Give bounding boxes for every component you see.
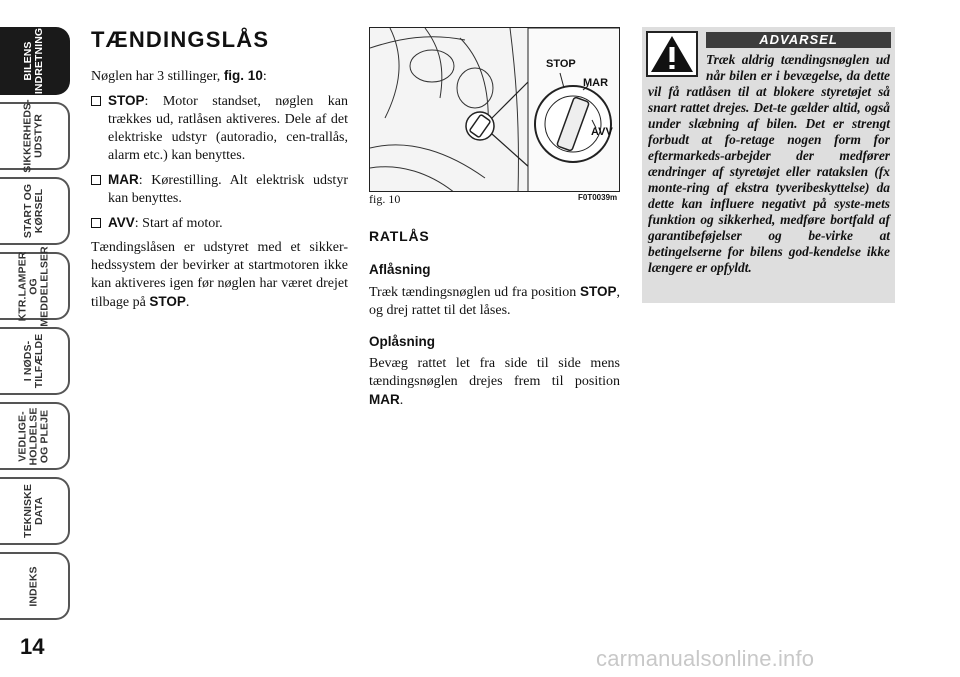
- checkbox-bullet-icon: [91, 218, 101, 228]
- tab-label: VEDLIGE- HOLDELSE OG PLEJE: [16, 407, 51, 465]
- checkbox-bullet-icon: [91, 96, 101, 106]
- unlock-subtitle: Oplåsning: [369, 334, 436, 349]
- lock-paragraph: [369, 283, 620, 320]
- ignition-figure: [369, 27, 620, 192]
- tab-label: START OG KØRSEL: [22, 183, 45, 239]
- unlock-key: MAR: [369, 392, 400, 407]
- tab-label: SIKKERHEDS- UDSTYR: [22, 99, 46, 173]
- tab-ktr-lamper[interactable]: [0, 245, 70, 327]
- figure-caption: fig. 10: [369, 192, 401, 206]
- ignition-illustration: [370, 28, 620, 192]
- label-avv: AVV: [591, 126, 613, 138]
- checkbox-bullet-icon: [91, 175, 101, 185]
- steering-lock-title: RATLÅS: [369, 228, 430, 244]
- closing-paragraph: [91, 239, 348, 312]
- position-text: : Kørestilling. Alt elektrisk udstyr kan benyttes.: [108, 173, 348, 206]
- steering-lock-section: [369, 228, 620, 410]
- closing-text: Tændingslåsen er udstyret med et sikker-hedssystem der bevirker at startmotoren ikke kan aktiveres igen før nøglen har været drejet tilbage på: [91, 240, 348, 310]
- watermark: carmanualsonline.info: [596, 646, 815, 671]
- lock-text-end: , og drej rattet til det låses.: [369, 285, 620, 318]
- tab-start-og-korsel[interactable]: [0, 177, 70, 245]
- tab-label: KTR.LAMPER OG MEDDELELSER: [16, 245, 51, 327]
- label-mar: MAR: [583, 77, 609, 89]
- tab-label: BILENS INDRETNING: [22, 27, 45, 95]
- unlock-text-end: .: [399, 393, 404, 408]
- page-number: 14: [20, 634, 45, 659]
- position-item-mar: [91, 171, 348, 208]
- position-text: : Start af motor.: [134, 216, 223, 231]
- warning-header: ADVARSEL: [706, 32, 891, 48]
- lock-text: Træk tændingsnøglen ud fra position: [369, 285, 580, 300]
- warning-box: [642, 27, 895, 303]
- unlock-text: Bevæg rattet let fra side til side mens tændingsnøglen drejes frem til position: [369, 356, 620, 389]
- tab-i-nodstilfaelde[interactable]: [0, 327, 70, 395]
- section-title: TÆNDINGSLÅS: [91, 27, 270, 52]
- position-item-stop: [91, 92, 348, 165]
- tab-sikkerhedsudstyr[interactable]: [0, 99, 70, 173]
- tab-indeks[interactable]: [0, 552, 70, 620]
- intro-end: :: [262, 69, 267, 84]
- position-item-avv: [91, 214, 348, 233]
- warning-text: Træk aldrig tændingsnøglen ud når bilen er i bevægelse, da dette vil få ratlåsen til at blokere styretøjet så snart rattet drejes. Det-te gælder altid, også under slæbning af bilen. Det er strengt forbudt at fo-retage nogen form for eftermarkeds-arbejder der medfører ændringer af styretøjet eller ratakslen (fx monte-ring af ekstra tyveribeskyttelse) da dette kan influere negativt på syste-mets funktion og sikkerhed, medføre bortfald af garantibeføjelser og be-virke at betingelserne for bilens god-kendelse ikke længere er opfyldt.: [648, 52, 890, 275]
- intro-paragraph: [91, 67, 348, 86]
- ignition-section: [91, 27, 348, 312]
- label-stop: STOP: [546, 58, 576, 70]
- tab-vedligeholdelse[interactable]: [0, 402, 70, 470]
- tab-label: TEKNISKE DATA: [21, 484, 45, 538]
- lock-subtitle: Aflåsning: [369, 262, 431, 277]
- intro-text: Nøglen har 3 stillinger,: [91, 69, 224, 84]
- lock-key: STOP: [579, 284, 617, 299]
- position-key: STOP: [108, 93, 145, 108]
- figure-code: F0T0039m: [578, 193, 618, 202]
- closing-end: .: [185, 295, 190, 310]
- figure-reference[interactable]: fig. 10: [223, 68, 263, 83]
- tab-tekniske-data[interactable]: [0, 477, 70, 545]
- closing-key: STOP: [149, 294, 186, 309]
- tab-label: I NØDS- TILFÆLDE: [22, 333, 45, 389]
- position-key: MAR: [108, 172, 139, 187]
- tab-label: INDEKS: [27, 565, 40, 607]
- position-text: : Motor standset, nøglen kan trækkes ud, ratlåsen aktiveres. Dele af det elektriske udstyr (autoradio, cen-trallås, alarm etc.) kan benyttes.: [108, 94, 348, 163]
- position-key: AVV: [108, 215, 135, 230]
- unlock-paragraph: [369, 355, 620, 410]
- tab-bilens-indretning[interactable]: [0, 27, 70, 95]
